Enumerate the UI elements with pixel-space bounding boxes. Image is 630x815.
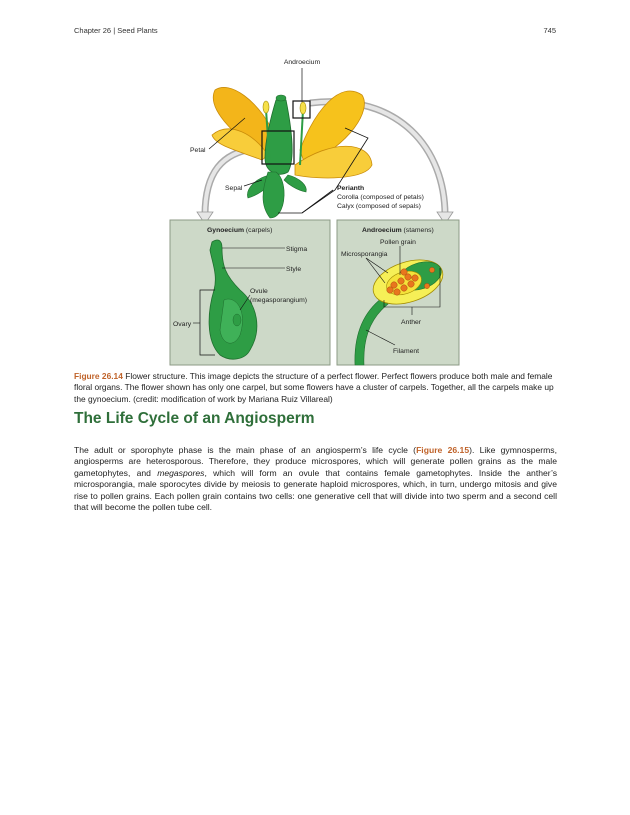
gynoecium-panel: [170, 220, 330, 365]
caption-text: Flower structure. This image depicts the structure of a perfect flower. Perfect flowers produce both male and female floral organs. The flower shown has only one carpel, but some flowers have a cluster of carpels. Together, all the carpels make up the gynoecium. (credit: modification of work by Mariana Ruiz Villareal): [74, 371, 554, 404]
microsporangia-label: Microsporangia: [341, 251, 388, 258]
figure-number: Figure 26.14: [74, 371, 123, 381]
body-text-3: , which will form an ovule that contains female gametophytes. Inside the anther’s microsporangia, male sporocytes divide by meiosis to generate haploid microspores, which, in turn, undergo mitosis and give rise to pollen grains. Each pollen grain contains two cells: one generative cell that will divide into two sperm and a second cell that will become the pollen tube cell.: [74, 467, 557, 513]
ovary-label: Ovary: [173, 321, 192, 328]
receptacle-stem: [263, 172, 284, 218]
anther-label: Anther: [401, 319, 422, 326]
stigma-label: Stigma: [286, 246, 308, 253]
stigma-small: [276, 95, 286, 101]
sepal-label: Sepal: [225, 185, 243, 192]
pollen-grain-label: Pollen grain: [380, 239, 416, 246]
ovule: [233, 314, 241, 326]
section-title: The Life Cycle of an Angiosperm: [74, 410, 315, 427]
sepal-right: [284, 175, 306, 192]
figure-reference-link[interactable]: Figure 26.15: [416, 444, 470, 455]
body-text-1: The adult or sporophyte phase is the main phase of an angiosperm’s life cycle (: [74, 444, 417, 455]
gynoecium-title: Gynoecium (carpels): [207, 227, 273, 234]
body-paragraph: [74, 445, 557, 514]
androecium-panel-title: Androecium (stamens): [362, 227, 434, 234]
flower-structure-figure: [0, 0, 630, 370]
perianth-calyx: Calyx (composed of sepals): [337, 203, 421, 210]
perianth-label: Perianth: [337, 185, 365, 192]
body-emphasis: megaspores: [157, 467, 205, 478]
figure-caption: [74, 371, 557, 405]
androecium-panel: [337, 220, 459, 365]
chapter-title: Chapter 26 | Seed Plants: [74, 26, 158, 35]
style-label: Style: [286, 266, 302, 273]
perianth-corolla: Corolla (composed of petals): [337, 194, 424, 201]
page-number: 745: [543, 26, 556, 35]
body-text-2: ). Like gymnosperms, angiosperms are heterosporous. Therefore, they produce microspores, which will generate pollen grains as the male gametophytes, and: [74, 444, 557, 478]
stamen-anther-1: [300, 102, 306, 114]
androecium-label: Androecium: [283, 59, 321, 66]
megasporangium-label: (megasporangium): [250, 297, 308, 304]
stamen-anther-2: [263, 101, 269, 113]
petal-label: Petal: [190, 147, 206, 154]
ovule-label: Ovule: [250, 288, 268, 295]
arrow-to-gynoecium: [205, 148, 262, 215]
filament-label: Filament: [393, 348, 420, 355]
